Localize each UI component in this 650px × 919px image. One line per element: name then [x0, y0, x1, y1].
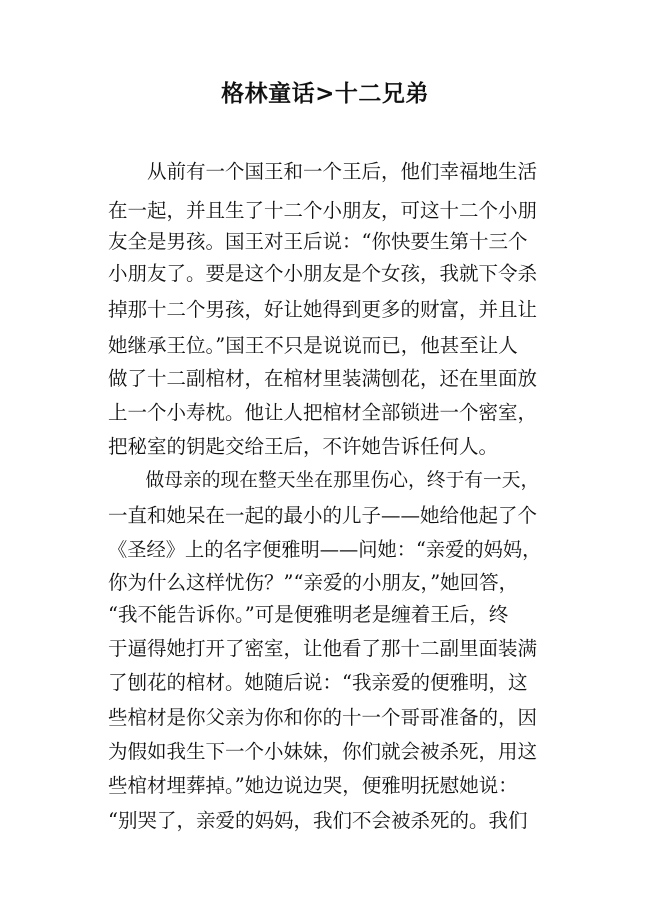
text-line: 于逼得她打开了密室，让他看了那十二副里面装满 [108, 637, 538, 660]
text-line: 友全是男孩。国王对王后说：“你快要生第十三个 [108, 230, 528, 253]
text-line: “我不能告诉你。”可是便雅明老是缠着王后，终 [108, 603, 509, 626]
text-line: 在一起，并且生了十二个小朋友，可这十二个小朋 [108, 199, 538, 222]
text-line: 她继承王位。”国王不只是说说而已，他甚至让人 [108, 334, 518, 357]
text-line: 上一个小寿枕。他让人把棺材全部锁进一个密室， [108, 401, 538, 424]
text-line: 一直和她呆在一起的最小的儿子——她给他起了个 [108, 504, 538, 527]
page-title: 格林童话>十二兄弟 [221, 81, 429, 107]
text-line: “别哭了，亲爱的妈妈，我们不会被杀死的。我们 [108, 809, 528, 832]
text-line: 从前有一个国王和一个王后，他们幸福地生活 [108, 160, 538, 183]
text-line: 掉那十二个男孩，好让她得到更多的财富，并且让 [108, 298, 538, 321]
text-line: 做了十二副棺材，在棺材里装满刨花，还在里面放 [108, 367, 538, 390]
text-line: 《圣经》上的名字便雅明——问她：“亲爱的妈妈， [108, 538, 542, 561]
text-line: 为假如我生下一个小妹妹，你们就会被杀死，用这 [108, 740, 538, 763]
text-line: 你为什么这样忧伤？”“亲爱的小朋友，”她回答， [108, 571, 519, 594]
text-line: 了刨花的棺材。她随后说：“我亲爱的便雅明，这 [108, 671, 528, 694]
text-line: 小朋友了。要是这个小朋友是个女孩，我就下令杀 [108, 262, 538, 285]
text-line: 些棺材是你父亲为你和你的十一个哥哥准备的，因 [108, 706, 538, 729]
text-line: 把秘室的钥匙交给王后，不许她告诉任何人。 [108, 435, 499, 458]
text-line: 些棺材埋葬掉。”她边说边哭，便雅明抚慰她说： [108, 774, 518, 797]
text-line: 做母亲的现在整天坐在那里伤心，终于有一天， [108, 470, 540, 491]
